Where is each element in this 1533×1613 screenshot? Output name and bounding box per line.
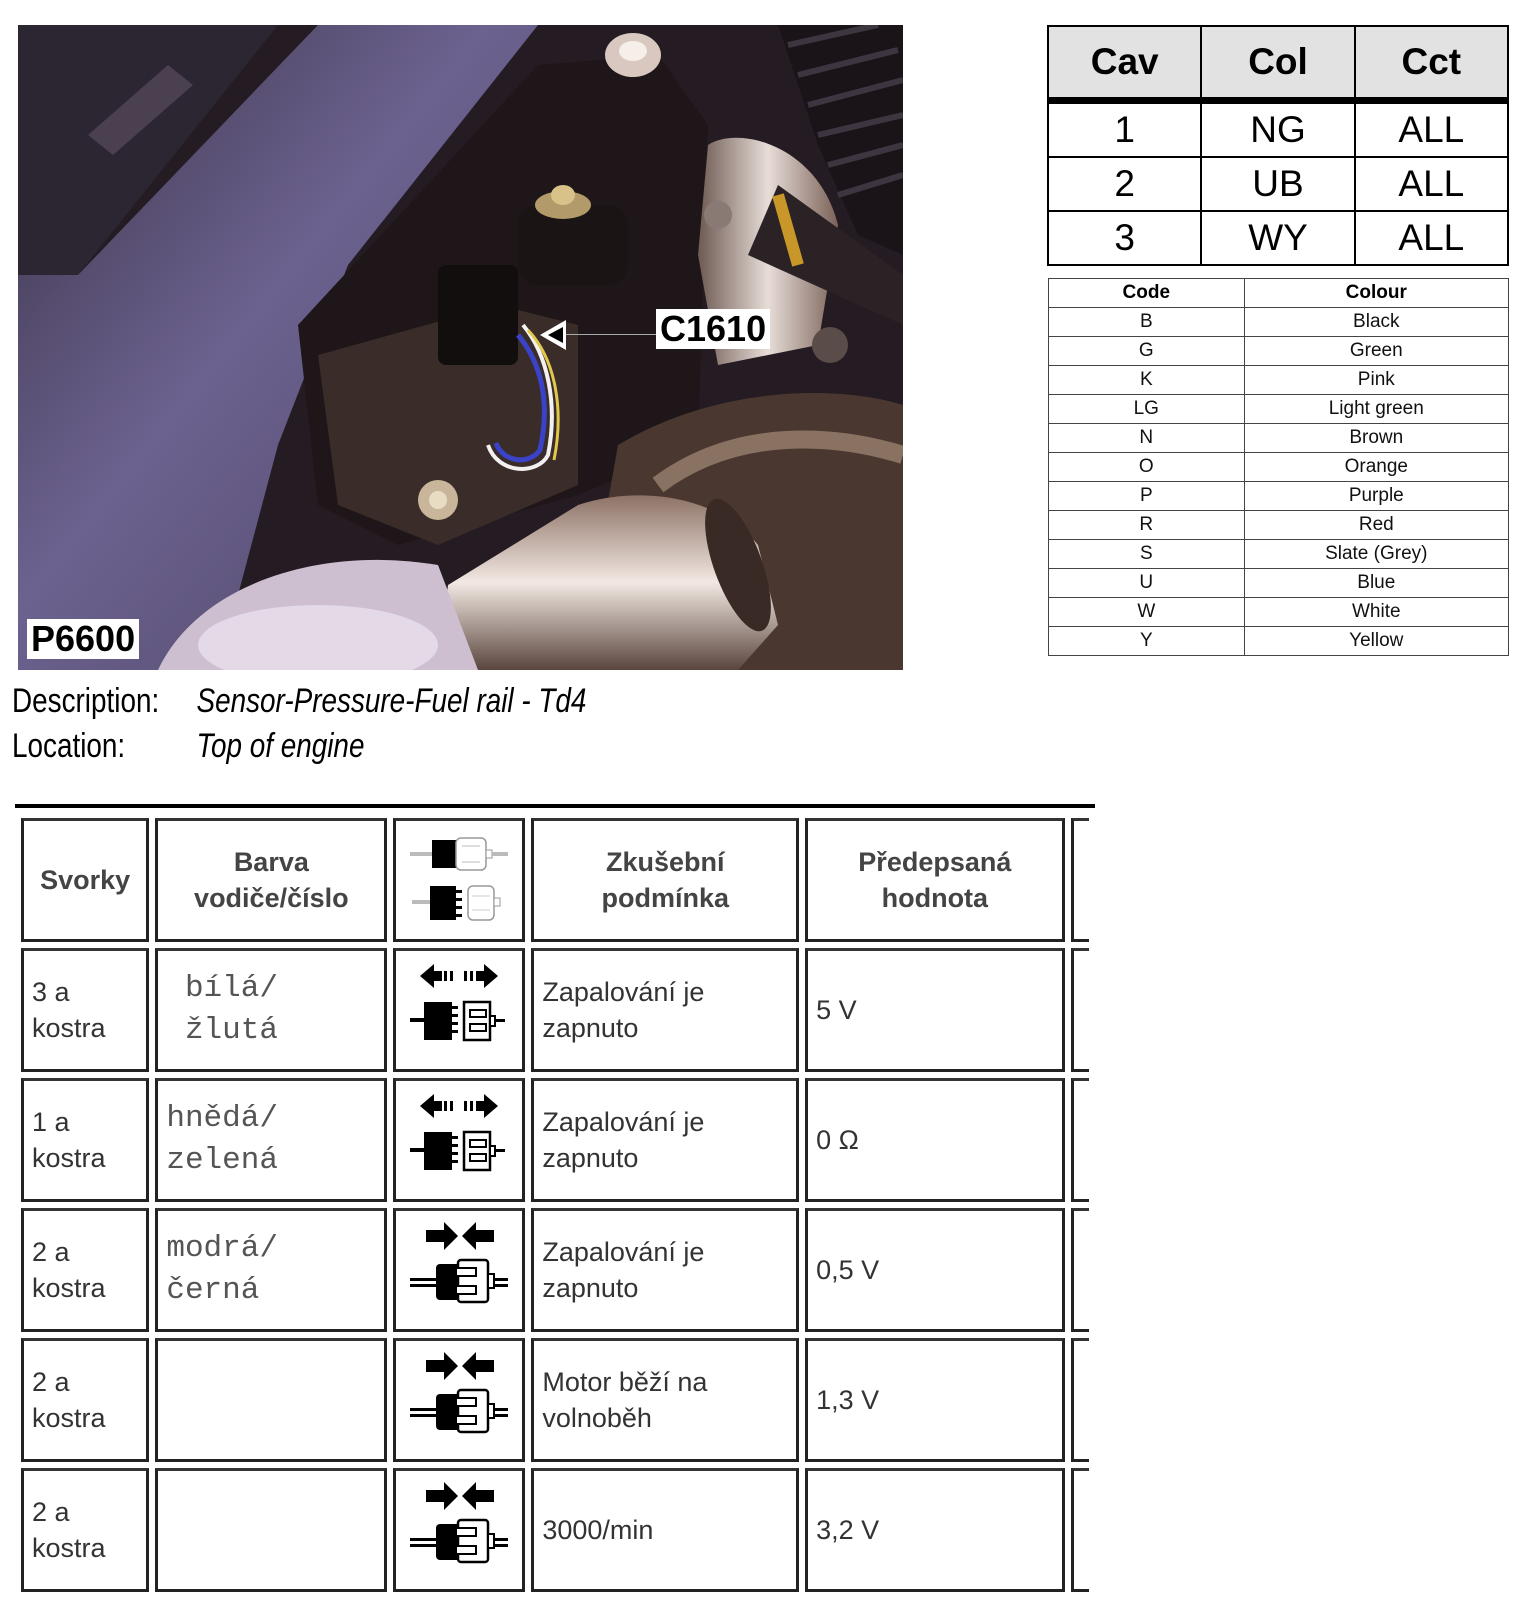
condition-line1: Zapalování je bbox=[542, 1237, 705, 1267]
terminals-cell bbox=[21, 1468, 149, 1592]
header-value-line2: hodnota bbox=[881, 883, 989, 913]
colour-code-row bbox=[1049, 308, 1509, 337]
wire-colour-line1: hnědá/ bbox=[166, 1101, 278, 1136]
terminals-line1: 2 a bbox=[32, 1497, 70, 1527]
wire-colour-cell bbox=[155, 1468, 387, 1592]
colour-colour: Yellow bbox=[1244, 627, 1508, 656]
colour-code: LG bbox=[1049, 395, 1245, 424]
colour-colour: Pink bbox=[1244, 366, 1508, 395]
colour-colour: Light green bbox=[1244, 395, 1508, 424]
probe-separated-icon bbox=[404, 1086, 514, 1186]
engine-photo bbox=[18, 25, 903, 670]
location-label: Location: bbox=[12, 727, 126, 765]
specified-value: 0 Ω bbox=[816, 1125, 859, 1155]
colour-code-row bbox=[1049, 424, 1509, 453]
colour-colour: Slate (Grey) bbox=[1244, 540, 1508, 569]
header-cct: Cct bbox=[1355, 26, 1508, 101]
terminals-line1: 3 a bbox=[32, 977, 70, 1007]
header-colour: Colour bbox=[1244, 279, 1508, 308]
test-condition-cell bbox=[531, 948, 799, 1072]
header-cav: Cav bbox=[1048, 26, 1201, 101]
pin-table-header bbox=[1048, 26, 1508, 101]
location-row bbox=[12, 727, 364, 766]
colour-code-row bbox=[1049, 627, 1509, 656]
colour-code: U bbox=[1049, 569, 1245, 598]
test-row bbox=[21, 1208, 1089, 1332]
connector-label: C1610 bbox=[656, 309, 770, 349]
connector-disconnected-icon bbox=[404, 826, 514, 926]
test-condition-cell bbox=[531, 1338, 799, 1462]
colour-code: R bbox=[1049, 511, 1245, 540]
colour-code-row bbox=[1049, 511, 1509, 540]
condition-line1: Motor běží na bbox=[542, 1367, 708, 1397]
description-value: Sensor-Pressure-Fuel rail - Td4 bbox=[196, 682, 587, 720]
specified-value: 3,2 V bbox=[816, 1515, 880, 1545]
colour-code: Y bbox=[1049, 627, 1245, 656]
colour-code: P bbox=[1049, 482, 1245, 511]
location-value: Top of engine bbox=[196, 727, 365, 765]
description-label: Description: bbox=[12, 682, 160, 720]
colour-code: N bbox=[1049, 424, 1245, 453]
header-code: Code bbox=[1049, 279, 1245, 308]
test-row bbox=[21, 1468, 1089, 1592]
colour-colour: White bbox=[1244, 598, 1508, 627]
probe-icon-cell bbox=[393, 948, 525, 1072]
test-row bbox=[21, 1078, 1089, 1202]
description-row bbox=[12, 682, 586, 721]
colour-code: S bbox=[1049, 540, 1245, 569]
specified-value: 5 V bbox=[816, 995, 857, 1025]
terminals-line2: kostra bbox=[32, 1403, 106, 1433]
colour-code: G bbox=[1049, 337, 1245, 366]
pin-row bbox=[1048, 211, 1508, 265]
specified-value: 0,5 V bbox=[816, 1255, 880, 1285]
engine-bay-illustration bbox=[18, 25, 903, 670]
pin-circuit: ALL bbox=[1355, 101, 1508, 158]
wire-colour-line2: černá bbox=[166, 1273, 260, 1308]
colour-code-row bbox=[1049, 453, 1509, 482]
probe-icon-cell bbox=[393, 1338, 525, 1462]
pin-colour: WY bbox=[1201, 211, 1354, 265]
terminals-cell bbox=[21, 948, 149, 1072]
header-cut-off-column bbox=[1071, 818, 1089, 942]
cut-off-cell bbox=[1071, 1208, 1089, 1332]
wire-colour-line2: zelená bbox=[166, 1143, 278, 1178]
terminals-line2: kostra bbox=[32, 1533, 106, 1563]
header-condition-line1: Zkušební bbox=[605, 847, 725, 877]
terminals-line1: 2 a bbox=[32, 1367, 70, 1397]
colour-colour: Orange bbox=[1244, 453, 1508, 482]
test-row bbox=[21, 948, 1089, 1072]
pin-row bbox=[1048, 157, 1508, 211]
wire-colour-cell bbox=[155, 1338, 387, 1462]
test-condition-cell bbox=[531, 1208, 799, 1332]
pin-cavity: 1 bbox=[1048, 101, 1201, 158]
colour-colour: Black bbox=[1244, 308, 1508, 337]
test-condition-cell bbox=[531, 1468, 799, 1592]
photo-reference-label: P6600 bbox=[27, 619, 139, 659]
probe-icon-cell bbox=[393, 1078, 525, 1202]
terminals-line2: kostra bbox=[32, 1273, 106, 1303]
probe-connected-icon bbox=[404, 1216, 514, 1316]
colour-code-row bbox=[1049, 482, 1509, 511]
condition-line2: volnoběh bbox=[542, 1403, 652, 1433]
pin-table bbox=[1047, 25, 1509, 266]
header-col: Col bbox=[1201, 26, 1354, 101]
terminals-line2: kostra bbox=[32, 1143, 106, 1173]
header-wire-colour-line1: Barva bbox=[233, 847, 309, 877]
header-terminals bbox=[21, 818, 149, 942]
header-specified-value bbox=[805, 818, 1064, 942]
colour-code: K bbox=[1049, 366, 1245, 395]
colour-code-row bbox=[1049, 540, 1509, 569]
header-value-line1: Předepsaná bbox=[858, 847, 1012, 877]
colour-code-row bbox=[1049, 598, 1509, 627]
colour-colour: Purple bbox=[1244, 482, 1508, 511]
colour-code: O bbox=[1049, 453, 1245, 482]
pin-cavity: 3 bbox=[1048, 211, 1201, 265]
probe-connected-icon bbox=[404, 1476, 514, 1576]
wire-colour-line2: žlutá bbox=[166, 1013, 278, 1048]
colour-code-row bbox=[1049, 366, 1509, 395]
pin-colour: UB bbox=[1201, 157, 1354, 211]
header-connector bbox=[393, 818, 525, 942]
colour-code: B bbox=[1049, 308, 1245, 337]
callout-leader-line bbox=[566, 334, 658, 335]
colour-colour: Brown bbox=[1244, 424, 1508, 453]
pin-circuit: ALL bbox=[1355, 157, 1508, 211]
colour-code-row bbox=[1049, 569, 1509, 598]
specified-value: 1,3 V bbox=[816, 1385, 880, 1415]
test-row bbox=[21, 1338, 1089, 1462]
specified-value-cell bbox=[805, 1468, 1064, 1592]
header-wire-colour bbox=[155, 818, 387, 942]
condition-line1: Zapalování je bbox=[542, 1107, 705, 1137]
pin-colour: NG bbox=[1201, 101, 1354, 158]
condition-line1: 3000/min bbox=[542, 1515, 654, 1545]
colour-colour: Red bbox=[1244, 511, 1508, 540]
probe-icon-cell bbox=[393, 1468, 525, 1592]
pin-row bbox=[1048, 101, 1508, 158]
test-table-container bbox=[15, 804, 1095, 1603]
specified-value-cell bbox=[805, 1338, 1064, 1462]
colour-code-row bbox=[1049, 337, 1509, 366]
condition-line2: zapnuto bbox=[542, 1273, 639, 1303]
probe-separated-icon bbox=[404, 956, 514, 1056]
test-table-header bbox=[21, 818, 1089, 942]
colour-code-header bbox=[1049, 279, 1509, 308]
colour-colour: Green bbox=[1244, 337, 1508, 366]
pin-circuit: ALL bbox=[1355, 211, 1508, 265]
specified-value-cell bbox=[805, 1208, 1064, 1332]
terminals-cell bbox=[21, 1208, 149, 1332]
header-wire-colour-line2: vodiče/číslo bbox=[194, 883, 349, 913]
cut-off-cell bbox=[1071, 1078, 1089, 1202]
cut-off-cell bbox=[1071, 948, 1089, 1072]
colour-code-row bbox=[1049, 395, 1509, 424]
cut-off-cell bbox=[1071, 1338, 1089, 1462]
test-table bbox=[15, 812, 1095, 1598]
terminals-line1: 2 a bbox=[32, 1237, 70, 1267]
condition-line2: zapnuto bbox=[542, 1143, 639, 1173]
wire-colour-line1: bílá/ bbox=[166, 971, 278, 1006]
pin-cavity: 2 bbox=[1048, 157, 1201, 211]
terminals-cell bbox=[21, 1078, 149, 1202]
probe-icon-cell bbox=[393, 1208, 525, 1332]
colour-colour: Blue bbox=[1244, 569, 1508, 598]
specified-value-cell bbox=[805, 948, 1064, 1072]
colour-code-table bbox=[1048, 278, 1509, 656]
colour-code: W bbox=[1049, 598, 1245, 627]
probe-connected-icon bbox=[404, 1346, 514, 1446]
test-condition-cell bbox=[531, 1078, 799, 1202]
specified-value-cell bbox=[805, 1078, 1064, 1202]
terminals-line2: kostra bbox=[32, 1013, 106, 1043]
header-test-condition bbox=[531, 818, 799, 942]
condition-line1: Zapalování je bbox=[542, 977, 705, 1007]
wire-colour-line1: modrá/ bbox=[166, 1231, 278, 1266]
header-condition-line2: podmínka bbox=[601, 883, 729, 913]
header-terminals-text: Svorky bbox=[40, 865, 131, 895]
wire-colour-cell bbox=[155, 1078, 387, 1202]
terminals-cell bbox=[21, 1338, 149, 1462]
cut-off-cell bbox=[1071, 1468, 1089, 1592]
condition-line2: zapnuto bbox=[542, 1013, 639, 1043]
terminals-line1: 1 a bbox=[32, 1107, 70, 1137]
wire-colour-cell bbox=[155, 948, 387, 1072]
wire-colour-cell bbox=[155, 1208, 387, 1332]
callout-arrowhead bbox=[548, 327, 563, 343]
